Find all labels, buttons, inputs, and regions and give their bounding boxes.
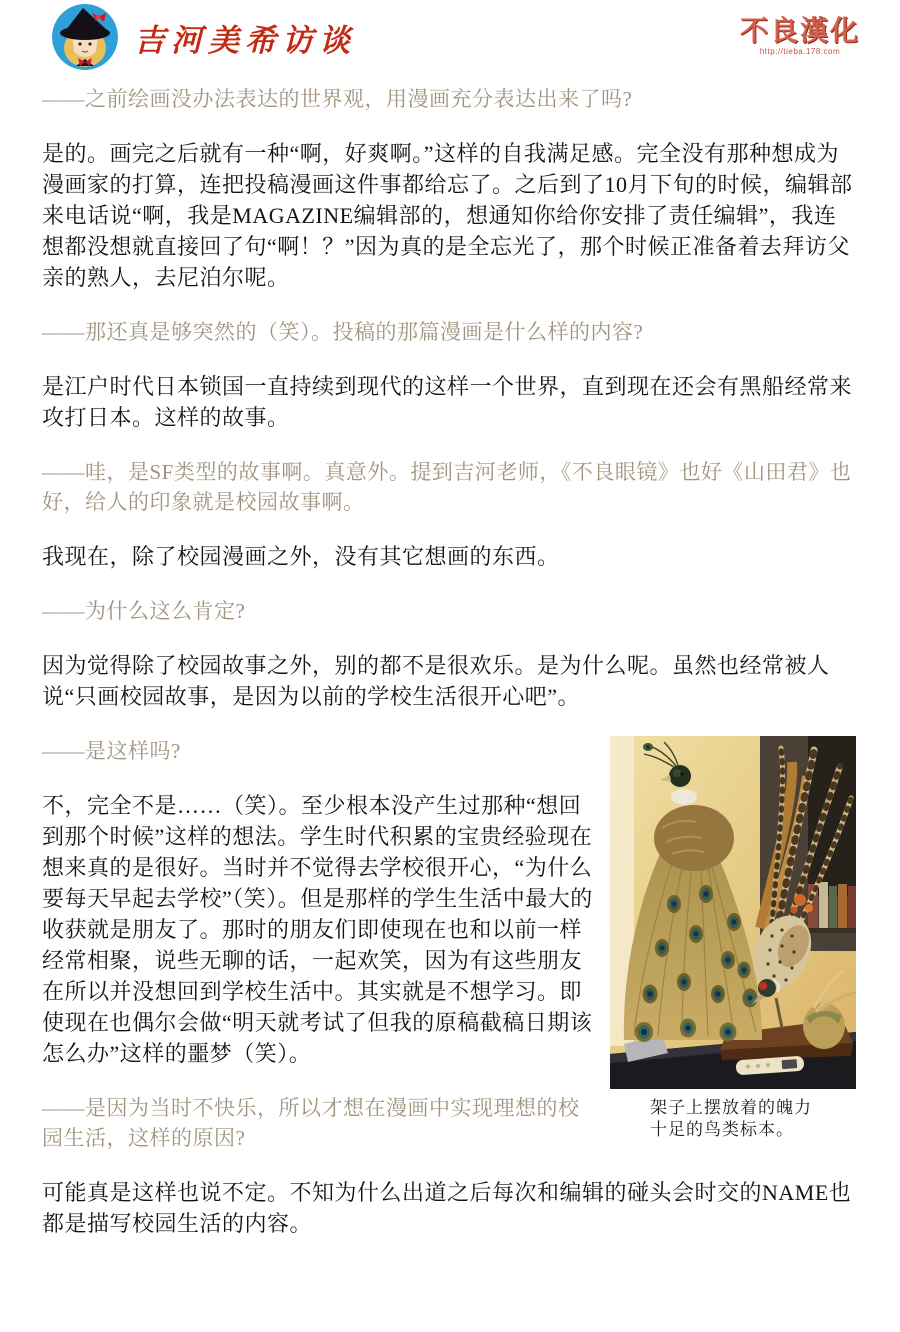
question-1: ——之前绘画没办法表达的世界观，用漫画充分表达出来了吗? bbox=[42, 87, 633, 111]
question-3: ——哇，是SF类型的故事啊。真意外。提到吉河老师，《不良眼镜》也好《山田君》也好，给人的印象就是校园故事啊。 bbox=[42, 460, 852, 514]
page-title: 吉河美希访谈 bbox=[134, 22, 356, 58]
question-4: ——为什么这么肯定? bbox=[42, 599, 246, 623]
answer-1: 是的。画完之后就有一种“啊，好爽啊。”这样的自我满足感。完全没有那种想成为漫画家的打算，连把投稿漫画这件事都给忘了。之后到了10月下旬的时候，编辑部来电话说“啊，我是MAGAZINE编辑部的，想通知你给你安排了责任编辑”，我连想都没想就直接回了句“啊！？”因为真的是全忘光了，那个时候正准备着去拜访父亲的熟人，去尼泊尔呢。 bbox=[42, 141, 853, 290]
answer-2: 是江户时代日本锁国一直持续到现代的这样一个世界，直到现在还会有黑船经常来攻打日本。这样的故事。 bbox=[42, 374, 853, 430]
bird-taxidermy-photo bbox=[610, 736, 856, 1089]
scanlation-logo-url: http://tieba.178.com bbox=[759, 47, 841, 56]
answer-5: 不，完全不是……（笑）。至少根本没产生过那种“想回到那个时候”这样的想法。学生时代积累的宝贵经验现在想来真的是很好。当时并不觉得去学校很开心，“为什么要每天早起去学校”（笑）。但是那样的学生生活中最大的收获就是朋友了。那时的朋友们即使现在也和以前一样经常相聚，说些无聊的话，一起欢笑，因为有这些朋友在所以并没想回到学校生活中。其实就是不想学习。即使现在也偶尔会做“明天就考试了但我的原稿截稿日期该怎么办”这样的噩梦（笑）。 bbox=[42, 793, 593, 1066]
question-5: ——是这样吗? bbox=[42, 739, 181, 763]
witch-avatar-icon bbox=[52, 4, 118, 70]
scanlation-logo bbox=[740, 18, 860, 56]
answer-3: 我现在，除了校园漫画之外，没有其它想画的东西。 bbox=[42, 544, 560, 569]
question-2: ——那还真是够突然的（笑）。投稿的那篇漫画是什么样的内容? bbox=[42, 320, 644, 344]
answer-4: 因为觉得除了校园故事之外，别的都不是很欢乐。是为什么呢。虽然也经常被人说“只画校园故事，是因为以前的学校生活很开心吧”。 bbox=[42, 653, 830, 709]
question-6: ——是因为当时不快乐，所以才想在漫画中实现理想的校园生活，这样的原因? bbox=[42, 1096, 580, 1150]
interview-body bbox=[0, 68, 900, 1239]
photo-figure bbox=[610, 736, 856, 1141]
photo-caption-line2: 十足的鸟类标本。 bbox=[650, 1120, 794, 1139]
photo-caption bbox=[610, 1097, 856, 1141]
photo-caption-line1: 架子上摆放着的魄力 bbox=[650, 1098, 812, 1117]
answer-6: 可能真是这样也说不定。不知为什么出道之后每次和编辑的碰头会时交的NAME也都是描写校园生活的内容。 bbox=[42, 1180, 852, 1236]
scanlation-logo-text: 不良漢化 bbox=[739, 16, 860, 47]
page-header bbox=[0, 0, 900, 68]
